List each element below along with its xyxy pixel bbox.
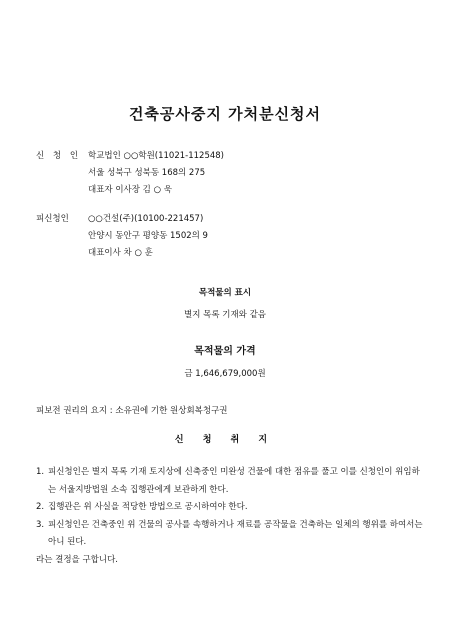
purpose-item <box>36 517 426 552</box>
document-title: 건축공사중지 가처분신청서 <box>128 105 322 123</box>
applicant-representative: 대표자 이사장 김 ○ 욱 <box>88 185 172 195</box>
respondent-name: ○○건설(주)(10100-221457) <box>88 214 204 224</box>
purpose-item-text: 피신청인은 건축중인 위 건물의 공사를 속행하거나 재료를 공작물을 건축하는 일체의 행위를 하여서는 아니 된다. <box>48 519 423 547</box>
closing-statement: 라는 결정을 구합니다. <box>36 554 119 565</box>
purpose-heading: 신 청 취 지 <box>174 435 276 445</box>
purpose-list <box>36 464 426 569</box>
object-value-text: 금 1,646,679,000원 <box>184 369 266 379</box>
purpose-item <box>36 464 426 499</box>
purpose-item-number: 1. <box>36 467 45 477</box>
object-display-heading: 목적물의 표시 <box>198 288 252 298</box>
purpose-item-text: 피신청인은 별지 목록 기재 토지상에 신축중인 미완성 건물에 대한 점유를 풀고 이를 신청인이 위임하는 서울지방법원 소속 집행관에게 보관하게 한다. <box>48 467 420 495</box>
purpose-item <box>36 499 426 517</box>
applicant-address: 서울 성북구 성북동 168의 275 <box>88 168 206 178</box>
respondent-address: 안양시 동안구 평양동 1502의 9 <box>88 231 208 241</box>
applicant-name: 학교법인 ○○학원(11021-112548) <box>88 151 224 161</box>
object-value-heading: 목적물의 가격 <box>194 346 256 357</box>
applicant-role-label: 신 청 인 <box>36 151 82 161</box>
protected-rights-summary: 피보전 권리의 요지 : 소유권에 기한 원상회복청구권 <box>36 406 228 416</box>
purpose-item-number: 2. <box>36 502 45 512</box>
respondent-representative: 대표이사 차 ○ 훈 <box>88 248 153 258</box>
object-display-text: 별지 목록 기재와 같음 <box>183 310 266 320</box>
purpose-item-text: 집행관은 위 사실을 적당한 방법으로 공시하여야 한다. <box>48 502 248 512</box>
respondent-role-label: 피신청인 <box>36 214 69 224</box>
purpose-item-number: 3. <box>36 519 45 530</box>
